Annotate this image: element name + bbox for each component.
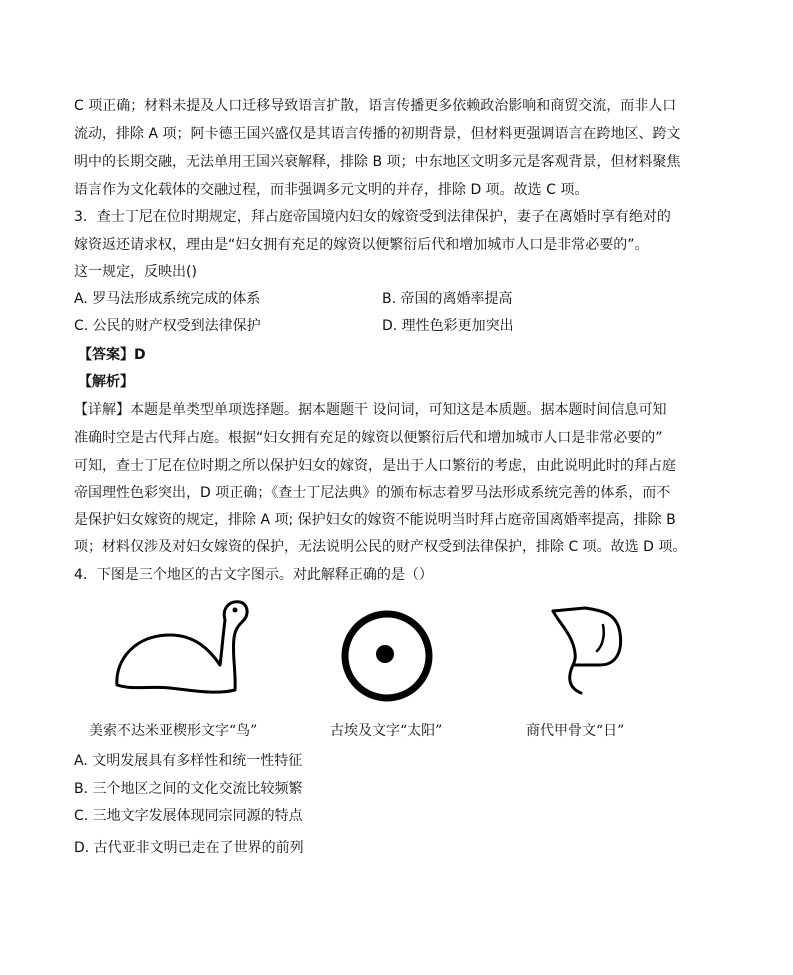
cuneiform-bird-image <box>110 590 250 700</box>
prev-explanation-line-4: 语言作为文化载体的交融过程，而非强调多元文明的并存，排除 D 项。故选 C 项。 <box>74 182 589 198</box>
q3-option-c: C. 公民的财产权受到法律保护 <box>74 318 261 334</box>
q4-option-d: D. 古代亚非文明已走在了世界的前列 <box>74 840 304 856</box>
prev-explanation-line-2: 流动，排除 A 项；阿卡德王国兴盛仅是其语言传播的初期背景，但材料更强调语言在跨地区、跨文 <box>74 126 681 142</box>
q4-stem: 4．下图是三个地区的古文字图示。对此解释正确的是（） <box>74 567 433 583</box>
q3-stem-line-2: 嫁资返还请求权，理由是“妇女拥有充足的嫁资以便繁衍后代和增加城市人口是非常必要的”。 <box>74 237 649 253</box>
caption-sun: 古埃及文字“太阳” <box>330 723 443 739</box>
oracle-bone-sun-image <box>545 603 635 703</box>
prev-explanation-line-3: 明中的长期交融，无法单用王国兴衰解释，排除 B 项；中东地区文明多元是客观背景，但材料聚焦 <box>74 154 681 170</box>
q4-option-b: B. 三个地区之间的文化交流比较频繁 <box>74 781 303 797</box>
egyptian-sun-image <box>337 606 437 706</box>
q3-answer: 【答案】D <box>78 347 146 363</box>
q3-detail-line-2: 准确时空是古代拜占庭。根据“妇女拥有充足的嫁资以便繁衍后代和增加城市人口是非常必要的” <box>74 430 663 446</box>
caption-oracle-sun: 商代甲骨文“日” <box>526 723 625 739</box>
q3-option-d: D. 理性色彩更加突出 <box>382 318 514 334</box>
q3-detail-line-5: 是保护妇女嫁资的规定，排除 A 项; 保护妇女的嫁资不能说明当时拜占庭帝国离婚率提高，排除 B <box>74 512 676 528</box>
q3-detail-line-6: 项；材料仅涉及对妇女嫁资的保护，无法说明公民的财产权受到法律保护，排除 C 项。故选 D 项。 <box>74 539 687 555</box>
prev-explanation-line-1: C 项正确；材料未提及人口迁移导致语言扩散，语言传播更多依赖政治影响和商贸交流，而非人口 <box>74 98 677 114</box>
q3-stem-line-3: 这一规定，反映出() <box>74 264 197 280</box>
q3-option-b: B. 帝国的离婚率提高 <box>382 291 513 307</box>
q3-detail-line-3: 可知，查士丁尼在位时期之所以保护妇女的嫁资，是出于人口繁衍的考虑，由此说明此时的拜占庭 <box>74 458 676 474</box>
q3-stem-line-1: 3．查士丁尼在位时期规定，拜占庭帝国境内妇女的嫁资受到法律保护，妻子在离婚时享有绝对的 <box>74 209 671 225</box>
caption-bird: 美索不达米亚楔形文字“鸟” <box>89 723 258 739</box>
q4-option-a: A. 文明发展具有多样性和统一性特征 <box>74 753 303 769</box>
q3-detail-line-4: 帝国理性色彩突出，D 项正确；《查士丁尼法典》的颁布标志着罗马法形成系统完善的体系，而不 <box>74 485 671 501</box>
q3-detail-line-1: 【详解】本题是单类型单项选择题。据本题题干 设问词，可知这是本质题。据本题时间信息可知 <box>74 402 667 418</box>
q3-analysis-label: 【解析】 <box>78 374 134 390</box>
q4-option-c: C. 三地文字发展体现同宗同源的特点 <box>74 808 303 824</box>
q3-option-a: A. 罗马法形成系统完成的体系 <box>74 291 261 307</box>
